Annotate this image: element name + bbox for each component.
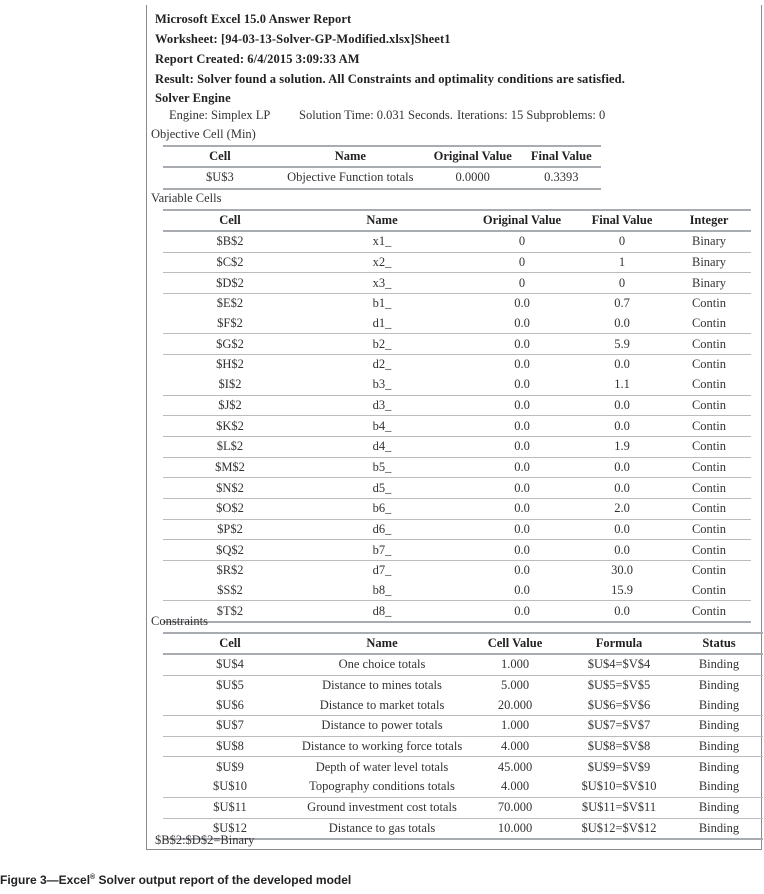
- cell-original: 0.0: [467, 561, 577, 581]
- cell-value: 1.000: [467, 716, 563, 737]
- cell-final: 0.0: [577, 540, 667, 561]
- cell-name: d7_: [297, 561, 467, 581]
- cell-formula: $U$7=$V$7: [563, 716, 675, 737]
- cell-formula: $U$11=$V$11: [563, 797, 675, 818]
- objective-heading: Objective Cell (Min): [151, 127, 256, 141]
- table-row: [163, 581, 751, 601]
- cell-name: b1_: [297, 294, 467, 314]
- cell-name: Distance to gas totals: [297, 818, 467, 839]
- figure-caption: [0, 873, 351, 887]
- table-row: [163, 375, 751, 395]
- cell-original: 0.0: [467, 478, 577, 499]
- table-row: [163, 675, 763, 695]
- cell-integer: Contin: [691, 316, 727, 331]
- cell-name: d3_: [297, 395, 467, 416]
- column-header: Name: [297, 210, 467, 231]
- engine-type: Engine: Simplex LP: [169, 108, 271, 122]
- column-header: Cell Value: [467, 633, 563, 654]
- cell-original: 0.0: [467, 355, 577, 375]
- cell-integer: Contin: [667, 436, 751, 457]
- column-header: Formula: [563, 633, 675, 654]
- column-header: Name: [297, 633, 467, 654]
- cell-name: b7_: [297, 540, 467, 561]
- cell-original: 0: [467, 252, 577, 273]
- solver-engine-details: [169, 108, 605, 123]
- column-header: Name: [277, 146, 424, 167]
- cell-name: Depth of water level totals: [297, 757, 467, 777]
- cell-original: 0.0: [514, 377, 530, 392]
- cell-cell: $B$2: [216, 234, 244, 249]
- cell-original: 0.0: [467, 498, 577, 519]
- cell-cell: $U$3: [163, 167, 277, 189]
- table-row: [163, 561, 751, 581]
- cell-final: 0.7: [577, 294, 667, 314]
- table-row: [163, 355, 751, 375]
- cell-integer: Contin: [691, 583, 727, 598]
- cell-status: Binding: [675, 716, 763, 737]
- cell-cell: $U$10: [212, 779, 248, 794]
- answer-report-frame: [146, 5, 762, 850]
- cell-integer: Contin: [667, 561, 751, 581]
- table-row: [163, 498, 751, 519]
- caption-prefix: Figure 3—Excel: [0, 873, 91, 887]
- cell-cell: $M$2: [163, 457, 297, 478]
- cell-name: Distance to market totals: [319, 697, 445, 712]
- cell-name: d5_: [297, 478, 467, 499]
- column-header: Integer: [667, 210, 751, 231]
- cell-cell: $D$2: [163, 273, 297, 294]
- cell-integer: Contin: [667, 416, 751, 437]
- cell-cell: $K$2: [163, 416, 297, 437]
- cell-cell: $U$4: [216, 657, 244, 672]
- cell-cell: $S$2: [217, 583, 243, 598]
- cell-integer: Contin: [667, 334, 751, 355]
- cell-final: 0.3393: [522, 167, 601, 189]
- cell-status: Binding: [698, 657, 740, 672]
- column-header: Original Value: [424, 146, 522, 167]
- cell-name: x3_: [297, 273, 467, 294]
- table-row: [163, 601, 751, 622]
- cell-final: 0.0: [577, 457, 667, 478]
- cell-value: 70.000: [467, 797, 563, 818]
- cell-name: b5_: [297, 457, 467, 478]
- cell-value: 5.000: [467, 675, 563, 695]
- cell-cell: $U$9: [163, 757, 297, 777]
- table-row: [163, 273, 751, 294]
- cell-name: b4_: [297, 416, 467, 437]
- table-row: [163, 252, 751, 273]
- cell-cell: $I$2: [218, 377, 242, 392]
- cell-formula: $U$5=$V$5: [563, 675, 675, 695]
- cell-integer: Binary: [691, 234, 727, 249]
- cell-cell: $O$2: [163, 498, 297, 519]
- table-row: [163, 797, 763, 818]
- column-header: Cell: [163, 633, 297, 654]
- table-row: [163, 777, 763, 797]
- cell-integer: Contin: [691, 377, 727, 392]
- cell-original: 0: [518, 234, 526, 249]
- cell-final: 0: [577, 273, 667, 294]
- column-header: Cell: [163, 210, 297, 231]
- registered-mark: ®: [90, 874, 96, 881]
- cell-name: One choice totals: [338, 657, 426, 672]
- table-row: [163, 478, 751, 499]
- cell-value: 1.000: [500, 657, 530, 672]
- table-row: [163, 716, 763, 737]
- cell-name: d6_: [297, 519, 467, 540]
- table-row: [163, 395, 751, 416]
- cell-formula: $U$9=$V$9: [563, 757, 675, 777]
- cell-original: 0.0: [467, 436, 577, 457]
- variable-cells-table: [163, 209, 751, 623]
- cell-original: 0.0: [467, 334, 577, 355]
- cell-final: 0: [618, 234, 626, 249]
- cell-cell: $P$2: [163, 519, 297, 540]
- cell-cell: $U$7: [163, 716, 297, 737]
- report-result: Result: Solver found a solution. All Constraints and optimality conditions are satisfied.: [155, 72, 625, 86]
- cell-value: 4.000: [467, 736, 563, 757]
- cell-name: b3_: [372, 377, 392, 392]
- cell-integer: Contin: [667, 355, 751, 375]
- column-header: Final Value: [577, 210, 667, 231]
- constraints-table: [163, 632, 763, 840]
- cell-final: 0.0: [577, 355, 667, 375]
- table-row: [163, 294, 751, 314]
- table-row: [163, 314, 751, 334]
- cell-cell: $N$2: [163, 478, 297, 499]
- cell-cell: $U$5: [163, 675, 297, 695]
- caption-suffix: Solver output report of the developed model: [95, 873, 352, 887]
- cell-name: d1_: [372, 316, 392, 331]
- objective-table: [163, 145, 601, 190]
- cell-original: 0.0: [467, 416, 577, 437]
- cell-cell: $G$2: [163, 334, 297, 355]
- cell-cell: $U$8: [163, 736, 297, 757]
- cell-integer: Binary: [667, 252, 751, 273]
- cell-final: 1: [577, 252, 667, 273]
- cell-final: 0.0: [577, 395, 667, 416]
- solver-engine-heading: Solver Engine: [155, 91, 231, 105]
- cell-name: b8_: [372, 583, 392, 598]
- cell-formula: $U$8=$V$8: [563, 736, 675, 757]
- table-row: [163, 231, 751, 252]
- solution-time: Solution Time: 0.031 Seconds.: [299, 108, 453, 122]
- cell-integer: Contin: [667, 498, 751, 519]
- table-row: [163, 736, 763, 757]
- constraints-heading: Constraints: [151, 614, 208, 628]
- cell-original: 0.0: [514, 583, 530, 598]
- cell-original: 0.0: [467, 395, 577, 416]
- cell-name: Distance to working force totals: [297, 736, 467, 757]
- cell-cell: $U$11: [163, 797, 297, 818]
- cell-status: Binding: [675, 736, 763, 757]
- report-created: Report Created: 6/4/2015 3:09:33 AM: [155, 52, 360, 66]
- cell-status: Binding: [698, 697, 740, 712]
- cell-value: 45.000: [467, 757, 563, 777]
- cell-original: 0.0: [467, 457, 577, 478]
- column-header: Original Value: [467, 210, 577, 231]
- cell-original: 0.0: [467, 540, 577, 561]
- table-row: [163, 519, 751, 540]
- cell-status: Binding: [675, 818, 763, 839]
- cell-cell: $T$2: [163, 601, 297, 622]
- cell-original: 0.0: [467, 519, 577, 540]
- cell-name: Objective Function totals: [277, 167, 424, 189]
- cell-final: 2.0: [577, 498, 667, 519]
- cell-value: 10.000: [467, 818, 563, 839]
- cell-status: Binding: [675, 675, 763, 695]
- cell-final: 1.1: [614, 377, 630, 392]
- cell-formula: $U$4=$V$4: [587, 657, 651, 672]
- column-header: Final Value: [522, 146, 601, 167]
- cell-name: Distance to power totals: [297, 716, 467, 737]
- column-header: Cell: [163, 146, 277, 167]
- cell-final: 0.0: [577, 478, 667, 499]
- cell-final: 0.0: [577, 416, 667, 437]
- variable-cells-heading: Variable Cells: [151, 191, 222, 205]
- cell-value: 20.000: [497, 697, 533, 712]
- cell-original: 0.0: [467, 601, 577, 622]
- cell-status: Binding: [698, 779, 740, 794]
- cell-name: b6_: [297, 498, 467, 519]
- cell-integer: Contin: [667, 294, 751, 314]
- cell-final: 0.0: [614, 316, 630, 331]
- cell-original: 0.0000: [424, 167, 522, 189]
- cell-final: 1.9: [577, 436, 667, 457]
- cell-original: 0.0: [467, 294, 577, 314]
- cell-cell: $H$2: [163, 355, 297, 375]
- cell-cell: $C$2: [163, 252, 297, 273]
- cell-name: Topography conditions totals: [309, 779, 455, 794]
- cell-cell: $F$2: [217, 316, 243, 331]
- integer-constraint-note: $B$2:$D$2=Binary: [155, 833, 255, 847]
- cell-cell: $U$6: [216, 697, 244, 712]
- cell-status: Binding: [675, 797, 763, 818]
- cell-final: 30.0: [577, 561, 667, 581]
- report-worksheet: Worksheet: [94-03-13-Solver-GP-Modified.xlsx]Sheet1: [155, 32, 451, 46]
- report-title: Microsoft Excel 15.0 Answer Report: [155, 12, 352, 26]
- table-row: [163, 457, 751, 478]
- iterations: Iterations: 15 Subproblems: 0: [457, 108, 606, 122]
- table-row: [163, 436, 751, 457]
- cell-integer: Contin: [667, 457, 751, 478]
- cell-integer: Binary: [667, 273, 751, 294]
- cell-cell: $L$2: [163, 436, 297, 457]
- table-row: [163, 540, 751, 561]
- cell-name: Distance to mines totals: [297, 675, 467, 695]
- table-row: [163, 167, 601, 189]
- cell-name: b2_: [297, 334, 467, 355]
- table-row: [163, 416, 751, 437]
- cell-name: Ground investment cost totals: [297, 797, 467, 818]
- cell-integer: Contin: [667, 540, 751, 561]
- cell-final: 5.9: [577, 334, 667, 355]
- cell-name: x2_: [297, 252, 467, 273]
- table-row: [163, 654, 763, 675]
- cell-cell: $Q$2: [163, 540, 297, 561]
- cell-original: 0: [467, 273, 577, 294]
- table-row: [163, 757, 763, 777]
- cell-cell: $R$2: [163, 561, 297, 581]
- cell-original: 0.0: [514, 316, 530, 331]
- cell-name: d2_: [297, 355, 467, 375]
- cell-formula: $U$12=$V$12: [563, 818, 675, 839]
- cell-final: 0.0: [577, 601, 667, 622]
- cell-cell: $U$12: [163, 818, 297, 839]
- cell-name: d8_: [297, 601, 467, 622]
- cell-integer: Contin: [667, 395, 751, 416]
- cell-cell: $E$2: [163, 294, 297, 314]
- cell-integer: Contin: [667, 601, 751, 622]
- cell-formula: $U$10=$V$10: [581, 779, 657, 794]
- table-row: [163, 695, 763, 715]
- cell-status: Binding: [675, 757, 763, 777]
- table-row: [163, 334, 751, 355]
- cell-value: 4.000: [500, 779, 530, 794]
- column-header: Status: [675, 633, 763, 654]
- cell-final: 0.0: [577, 519, 667, 540]
- cell-name: x1_: [372, 234, 392, 249]
- cell-cell: $J$2: [163, 395, 297, 416]
- cell-integer: Contin: [667, 519, 751, 540]
- cell-formula: $U$6=$V$6: [587, 697, 651, 712]
- cell-integer: Contin: [667, 478, 751, 499]
- cell-name: d4_: [297, 436, 467, 457]
- cell-final: 15.9: [611, 583, 633, 598]
